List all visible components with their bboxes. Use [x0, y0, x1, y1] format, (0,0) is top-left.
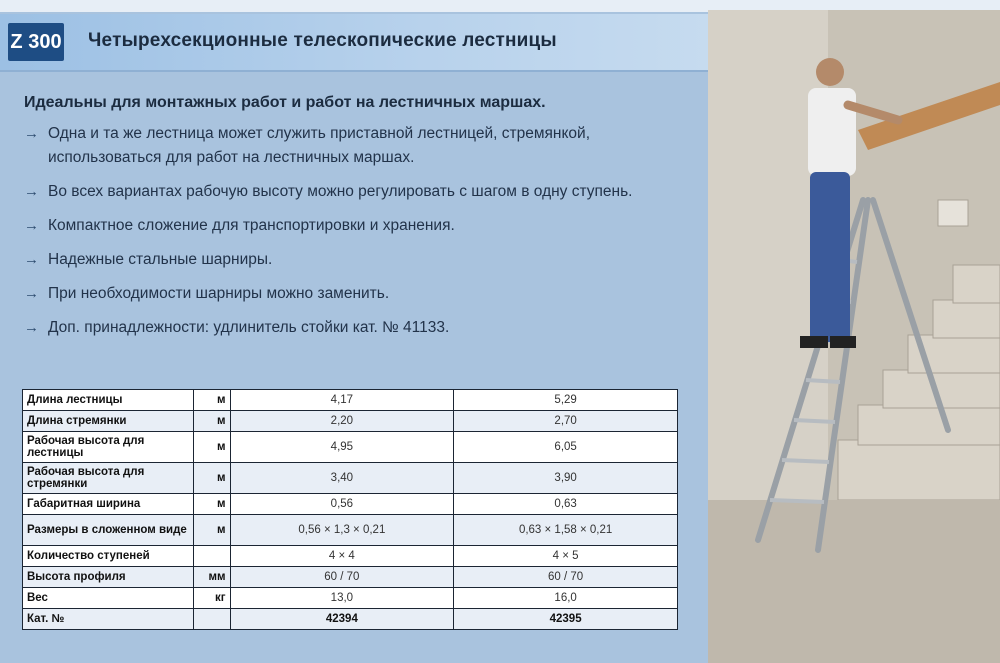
spec-table	[22, 389, 678, 630]
ladder-scene-illustration	[708, 10, 1000, 663]
arrow-right-icon: →	[24, 251, 39, 268]
model-code-badge: Z 300	[8, 23, 64, 61]
table-row: Размеры в сложенном виде м 0,56 × 1,3 × 0,21 0,63 × 1,58 × 0,21	[23, 515, 678, 546]
arrow-right-icon: →	[24, 285, 39, 302]
feature-item: → Доп. принадлежности: удлинитель стойки кат. № 41133.	[24, 316, 674, 340]
feature-item: → При необходимости шарниры можно заменить.	[24, 282, 674, 306]
arrow-right-icon: →	[24, 217, 39, 234]
feature-item: → Одна и та же лестница может служить приставной лестницей, стремянкой, использоваться для работ на лестничных маршах.	[24, 122, 674, 170]
window	[938, 200, 968, 226]
table-row: Длина лестницы м 4,17 5,29	[23, 390, 678, 411]
floor	[708, 500, 1000, 663]
subtitle: Идеальны для монтажных работ и работ на лестничных маршах.	[24, 94, 546, 111]
table-row: Высота профиля мм 60 / 70 60 / 70	[23, 567, 678, 588]
table-row: Габаритная ширина м 0,56 0,63	[23, 494, 678, 515]
arrow-right-icon: →	[24, 183, 39, 200]
table-row: Рабочая высота для лестницы м 4,95 6,05	[23, 432, 678, 463]
feature-item: → Во всех вариантах рабочую высоту можно регулировать с шагом в одну ступень.	[24, 180, 674, 204]
table-row: Рабочая высота для стремянки м 3,40 3,90	[23, 463, 678, 494]
page-title: Четырехсекционные телескопические лестницы	[88, 30, 557, 51]
arrow-right-icon: →	[24, 125, 39, 142]
arrow-right-icon: →	[24, 319, 39, 336]
feature-item: → Надежные стальные шарниры.	[24, 248, 674, 272]
feature-list	[24, 122, 674, 350]
table-row: Длина стремянки м 2,20 2,70	[23, 411, 678, 432]
feature-item: → Компактное сложение для транспортировки и хранения.	[24, 214, 674, 238]
product-photo	[708, 10, 1000, 663]
table-row: Количество ступеней 4 × 4 4 × 5	[23, 546, 678, 567]
table-row: Кат. № 42394 42395	[23, 609, 678, 630]
table-row: Вес кг 13,0 16,0	[23, 588, 678, 609]
